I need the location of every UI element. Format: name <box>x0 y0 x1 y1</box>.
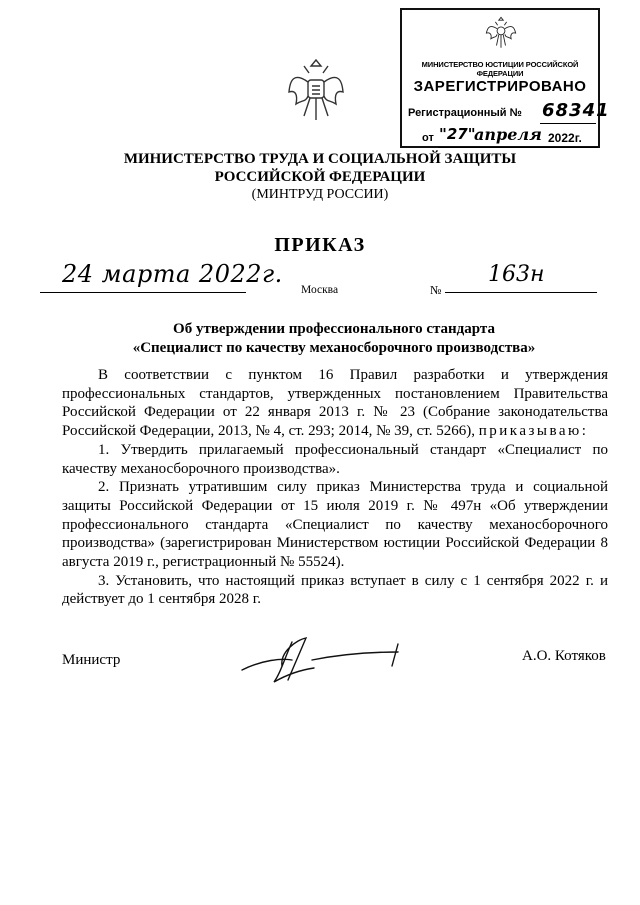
paragraph-item-3: 3. Установить, что настоящий приказ вступает в силу с 1 сентября 2022 г. и действует до 1 сентября 2028 г. <box>62 572 608 608</box>
preamble-text: В соответствии с пунктом 16 Правил разработки и утверждения профессиональных стандартов, утвержденных постановлением Правительства Российской Федерации от 22 января 2013 г. № 23 (Собрание законодательства Российской Федерации, 2013, № 4, ст. 293; 2014, № 39, ст. 5266), <box>62 367 608 440</box>
stamp-divider <box>540 123 596 124</box>
stamp-year: 2022г. <box>548 131 582 145</box>
ministry-short-name: (МИНТРУД РОССИИ) <box>251 187 389 202</box>
ministry-name <box>0 150 640 186</box>
stamp-month: апреля <box>474 125 542 144</box>
city: Москва <box>301 284 339 296</box>
stamp-reg-label: Регистрационный № <box>408 107 522 119</box>
stamp-ministry: МИНИСТЕРСТВО ЮСТИЦИИ РОССИЙСКОЙ ФЕДЕРАЦИИ <box>421 60 579 78</box>
signatory-title: Министр <box>62 652 121 668</box>
order-number: 163н <box>488 262 545 287</box>
signatory-name: А.О. Котяков <box>522 648 606 664</box>
stamp-registered: ЗАРЕГИСТРИРОВАНО <box>413 78 587 95</box>
registration-stamp <box>400 8 610 148</box>
document-title <box>60 320 608 358</box>
date-underline <box>40 292 246 293</box>
eagle-emblem-icon <box>484 14 518 50</box>
document-type: ПРИКАЗ <box>274 234 366 256</box>
number-underline <box>445 292 597 293</box>
stamp-reg-number: 68341 <box>542 100 610 121</box>
stamp-from-label: от <box>422 132 434 144</box>
order-date: 24 марта 2022г. <box>62 260 283 288</box>
document-body <box>62 366 608 609</box>
stamp-divider <box>438 147 598 148</box>
paragraph-item-2: 2. Признать утратившим силу приказ Министерства труда и социальной защиты Российской Федерации от 15 июля 2019 г. № 497н «Об утверждении профессионального стандарта «Специалист по качеству механосборочного производства» (зарегистрирован Министерством юстиции Российской Федерации 8 августа 2019 г., регистрационный № 55524). <box>62 479 608 571</box>
ministry-name-line1: МИНИСТЕРСТВО ТРУДА И СОЦИАЛЬНОЙ ЗАЩИТЫ <box>123 151 517 167</box>
stamp-day: "27" <box>439 125 476 143</box>
number-sign: № <box>430 283 442 297</box>
title-line2: «Специалист по качеству механосборочного производства» <box>132 340 536 356</box>
ministry-name-line2: РОССИЙСКОЙ ФЕДЕРАЦИИ <box>214 169 426 185</box>
handwritten-signature <box>222 630 422 690</box>
title-line1: Об утверждении профессионального стандарта <box>173 321 495 337</box>
paragraph-item-1: 1. Утвердить прилагаемый профессиональный стандарт «Специалист по качеству механосборочного производства». <box>62 441 608 477</box>
coat-of-arms-icon <box>286 58 346 122</box>
paragraph-preamble <box>62 366 608 441</box>
order-word: приказываю: <box>478 423 589 440</box>
